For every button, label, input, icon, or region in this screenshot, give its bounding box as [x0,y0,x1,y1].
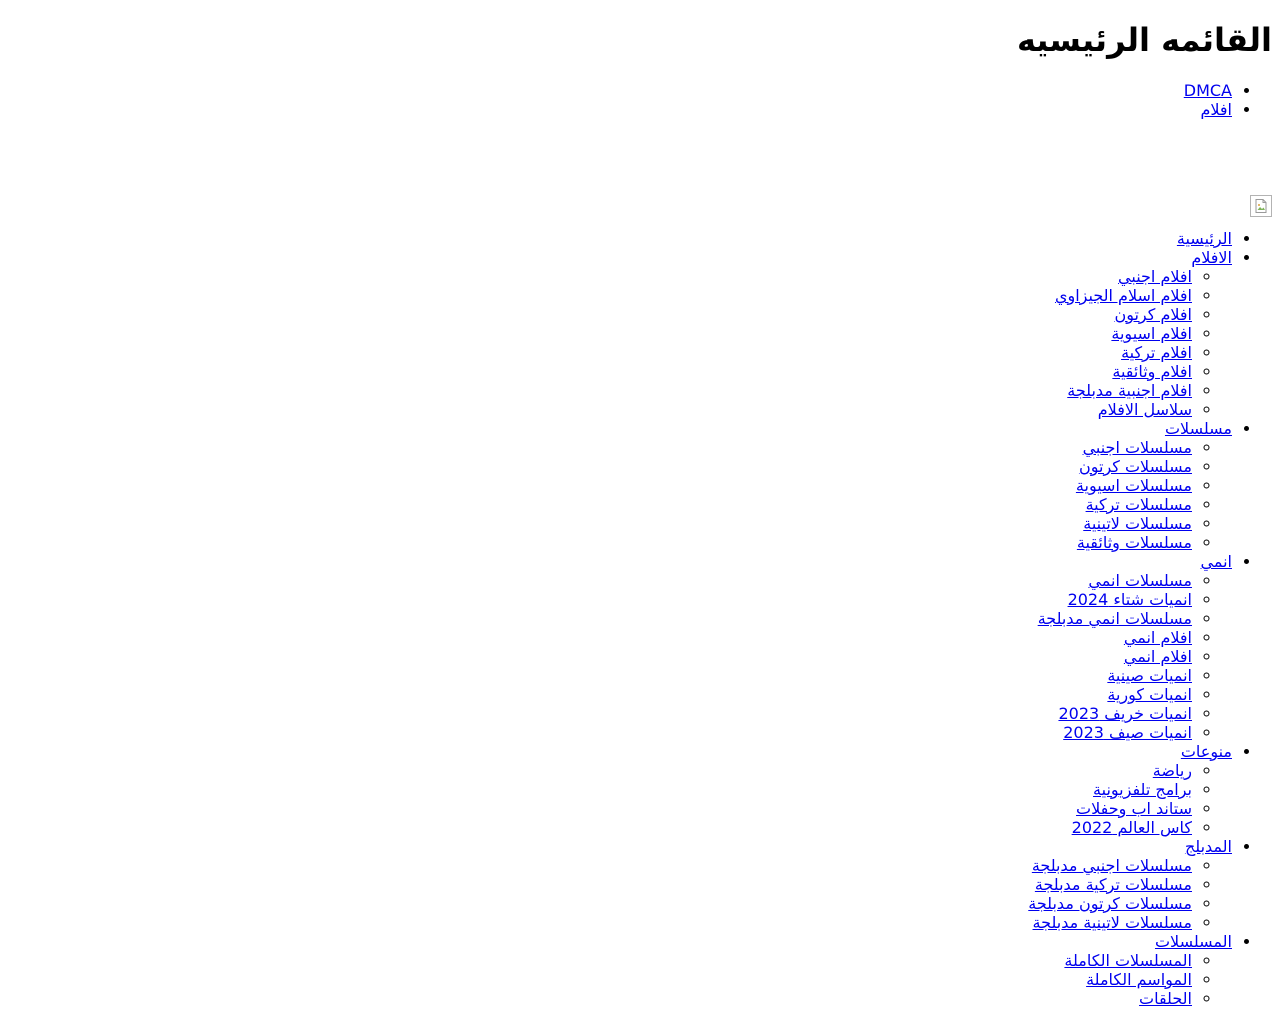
menu-link[interactable]: المدبلج [1184,837,1232,856]
submenu-item [8,628,1192,647]
submenu-link[interactable]: مسلسلات لاتينية مدبلجة [1032,913,1192,932]
menu-item [8,419,1232,552]
submenu-link[interactable]: مسلسلات انمي [1088,571,1192,590]
menu-item [8,742,1232,837]
submenu-link[interactable]: انميات صينية [1107,666,1192,685]
menu-link[interactable]: مسلسلات [1164,419,1232,438]
submenu-item [8,951,1192,970]
submenu-link[interactable]: افلام اجنبية مدبلجة [1067,381,1192,400]
submenu-item [8,609,1192,628]
submenu-link[interactable]: انميات شتاء 2024 [1067,590,1192,609]
submenu-item [8,761,1192,780]
menu-link[interactable]: الرئيسية [1176,229,1232,248]
submenu-item [8,457,1192,476]
submenu-item [8,324,1192,343]
sub-menu [8,571,1232,742]
submenu-item [8,875,1192,894]
submenu-item [8,647,1192,666]
submenu-link[interactable]: افلام اسلام الجيزاوي [1054,286,1192,305]
menu-item [8,248,1232,419]
logo[interactable] [8,195,1272,222]
movies-link[interactable]: افلام [1200,100,1232,119]
dmca-link[interactable]: DMCA [1183,81,1232,100]
submenu-link[interactable]: مسلسلات كرتون [1078,457,1192,476]
submenu-item [8,666,1192,685]
list-item [8,81,1232,100]
submenu-item [8,818,1192,837]
submenu-link[interactable]: افلام وثائقية [1112,362,1192,381]
submenu-item [8,476,1192,495]
submenu-item [8,495,1192,514]
submenu-item [8,381,1192,400]
submenu-link[interactable]: افلام اجنبي [1118,267,1192,286]
submenu-link[interactable]: مسلسلات وثائقية [1076,533,1192,552]
submenu-item [8,970,1192,989]
submenu-link[interactable]: انميات كورية [1107,685,1192,704]
menu-link[interactable]: الافلام [1191,248,1232,267]
submenu-link[interactable]: برامج تلفزيونية [1093,780,1192,799]
submenu-link[interactable]: الحلقات [1139,989,1192,1008]
submenu-item [8,590,1192,609]
menu-link[interactable]: منوعات [1180,742,1232,761]
broken-image-icon[interactable] [1250,195,1272,217]
submenu-link[interactable]: مسلسلات اجنبي [1082,438,1192,457]
submenu-link[interactable]: مسلسلات تركية مدبلجة [1034,875,1192,894]
submenu-link[interactable]: افلام انمي [1123,628,1192,647]
sub-menu [8,856,1232,932]
submenu-item [8,780,1192,799]
submenu-link[interactable]: المواسم الكاملة [1086,970,1192,989]
submenu-item [8,913,1192,932]
submenu-link[interactable]: مسلسلات انمي مدبلجة [1037,609,1192,628]
menu-link[interactable]: المسلسلات [1154,932,1232,951]
submenu-link[interactable]: افلام تركية [1121,343,1192,362]
submenu-item [8,362,1192,381]
page [0,21,1280,1008]
main-menu [8,229,1272,1008]
page-title: القائمه الرئيسيه [1016,21,1272,59]
submenu-link[interactable]: افلام انمي [1123,647,1192,666]
submenu-item [8,286,1192,305]
submenu-item [8,514,1192,533]
submenu-item [8,438,1192,457]
sub-menu [8,761,1232,837]
submenu-item [8,799,1192,818]
list-item [8,100,1232,119]
menu-item [8,552,1232,742]
submenu-item [8,989,1192,1008]
submenu-link[interactable]: افلام اسيوية [1111,324,1192,343]
submenu-item [8,400,1192,419]
submenu-item [8,723,1192,742]
submenu-link[interactable]: مسلسلات اسيوية [1075,476,1192,495]
menu-item [8,229,1232,248]
menu-item [8,932,1232,1008]
submenu-item [8,571,1192,590]
submenu-item [8,343,1192,362]
submenu-link[interactable]: كاس العالم 2022 [1071,818,1192,837]
top-links-list [8,81,1272,119]
submenu-link[interactable]: افلام كرتون [1114,305,1192,324]
submenu-link[interactable]: ستاند اب وحفلات [1076,799,1192,818]
submenu-item [8,533,1192,552]
submenu-link[interactable]: مسلسلات تركية [1085,495,1192,514]
submenu-link[interactable]: المسلسلات الكاملة [1064,951,1192,970]
submenu-item [8,704,1192,723]
sub-menu [8,951,1232,1008]
submenu-item [8,305,1192,324]
submenu-link[interactable]: رياضة [1152,761,1192,780]
submenu-item [8,685,1192,704]
sub-menu [8,267,1232,419]
sub-menu [8,438,1232,552]
submenu-item [8,894,1192,913]
menu-item [8,837,1232,932]
submenu-link[interactable]: مسلسلات لاتينية [1083,514,1192,533]
submenu-link[interactable]: انميات خريف 2023 [1058,704,1192,723]
submenu-link[interactable]: سلاسل الافلام [1097,400,1192,419]
submenu-item [8,856,1192,875]
submenu-link[interactable]: انميات صيف 2023 [1063,723,1192,742]
menu-link[interactable]: انمي [1200,552,1232,571]
submenu-link[interactable]: مسلسلات كرتون مدبلجة [1028,894,1192,913]
submenu-item [8,267,1192,286]
submenu-link[interactable]: مسلسلات اجنبي مدبلجة [1031,856,1192,875]
